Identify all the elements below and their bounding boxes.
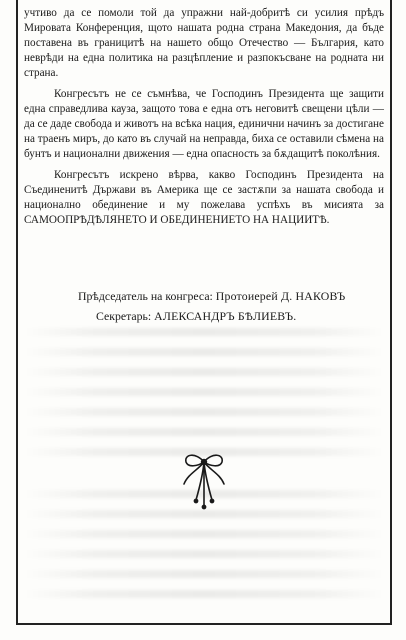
paragraph-1: учтиво да се помоли той да упражни най-добритѣ си усилия прѣдъ Мировата Конференция, щото нашата родна страна Македония, да бъде поставена въ границитѣ на нашето общо Отечество — България, като неврѣди на една политика на разцѣпление и разпокъсване на родната ни страна. [24,7,384,79]
chairman-name: Протоиерей Д. НАКОВЪ [215,289,346,303]
chairman-label: Прѣдседатель на конгреса: [78,289,213,303]
secretary-line [78,306,388,326]
signature-block [78,286,388,326]
secretary-name: АЛЕКСАНДРЪ БѢЛИЕВЪ. [154,309,297,323]
secretary-label: Секретарь: [96,309,152,323]
bow-ornament-icon [176,450,232,510]
chairman-line [78,286,388,306]
paragraph-2: Конгресътъ не се съмнѣва, че Господинъ Президента ще защити една справедлива кауза, защото това е една отъ неговитѣ свещени цѣли — да се даде свобода и животъ на всѣка нация, единични начинъ за достигане на траенъ миръ, до като въ случай на неправда, биха се оставили сѣмена на бунтъ и национални движения — една опасность за бѫдащитѣ поколѣния. [24,88,384,160]
resolution-text [24,6,384,234]
paragraph-3: Конгресътъ искрено вѣрва, какво Господинъ Президента на Съединенитѣ Държави въ Америка ще се застѫпи за нашата свобода и национално обединение и му пожелава успѣхъ въ мисията за САМООПРѢДѢЛЯНЕТО И ОБЕДИНЕНИЕТО НА НАЦИИТѢ. [24,169,384,226]
